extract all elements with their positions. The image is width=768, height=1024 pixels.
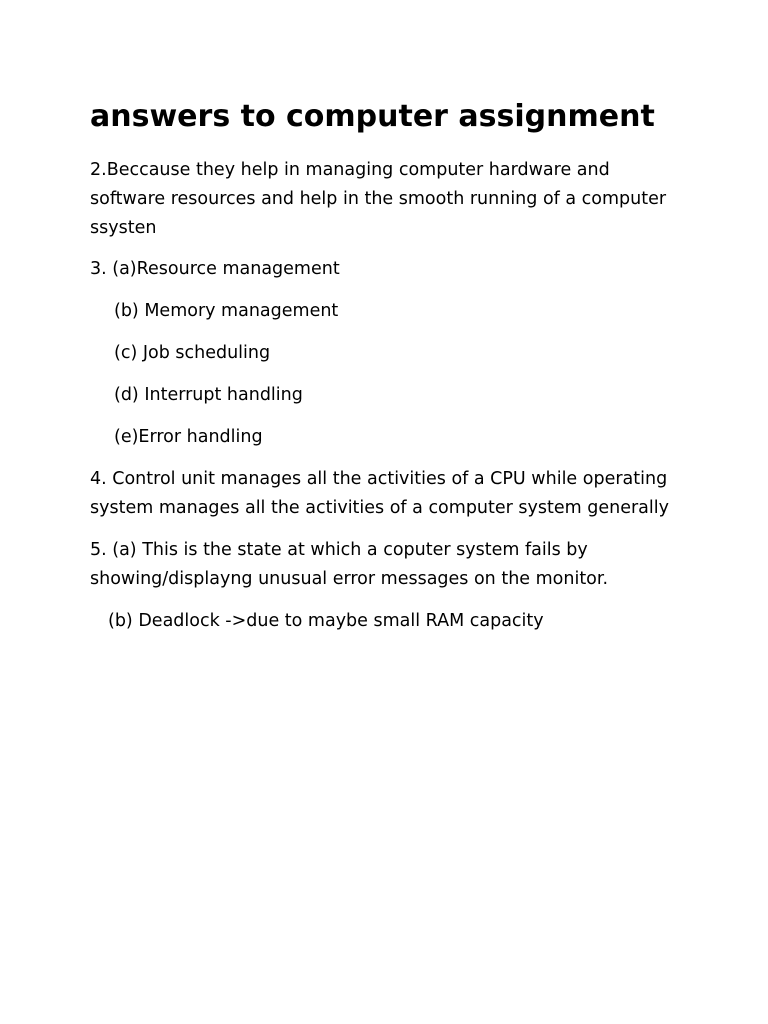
answer-3-item-b: (b) Memory management <box>114 301 339 321</box>
answer-3-item-d: (d) Interrupt handling <box>114 385 303 405</box>
answer-2-line-2: software resources and help in the smooth running of a computer <box>90 189 667 209</box>
answer-5-line-1: 5. (a) This is the state at which a coputer system fails by <box>90 540 588 560</box>
document-title: answers to computer assignment <box>90 99 655 134</box>
answer-3-item-e: (e)Error handling <box>114 427 263 447</box>
answer-2-paragraph <box>90 156 666 243</box>
answer-5-item-b: (b) Deadlock ->due to maybe small RAM capacity <box>108 611 544 631</box>
answer-5-paragraph <box>90 536 608 594</box>
answer-4-paragraph <box>90 465 669 523</box>
answer-5-line-2: showing/displayng unusual error messages on the monitor. <box>90 569 609 589</box>
answer-2-line-3: ssysten <box>90 218 157 238</box>
answer-3-heading: 3. (a)Resource management <box>90 259 340 279</box>
answer-2-line-1: 2.Beccause they help in managing computer hardware and <box>90 160 610 180</box>
answer-3-item-c: (c) Job scheduling <box>114 343 271 363</box>
answer-4-line-1: 4. Control unit manages all the activities of a CPU while operating <box>90 469 668 489</box>
answer-4-line-2: system manages all the activities of a computer system generally <box>90 498 669 518</box>
